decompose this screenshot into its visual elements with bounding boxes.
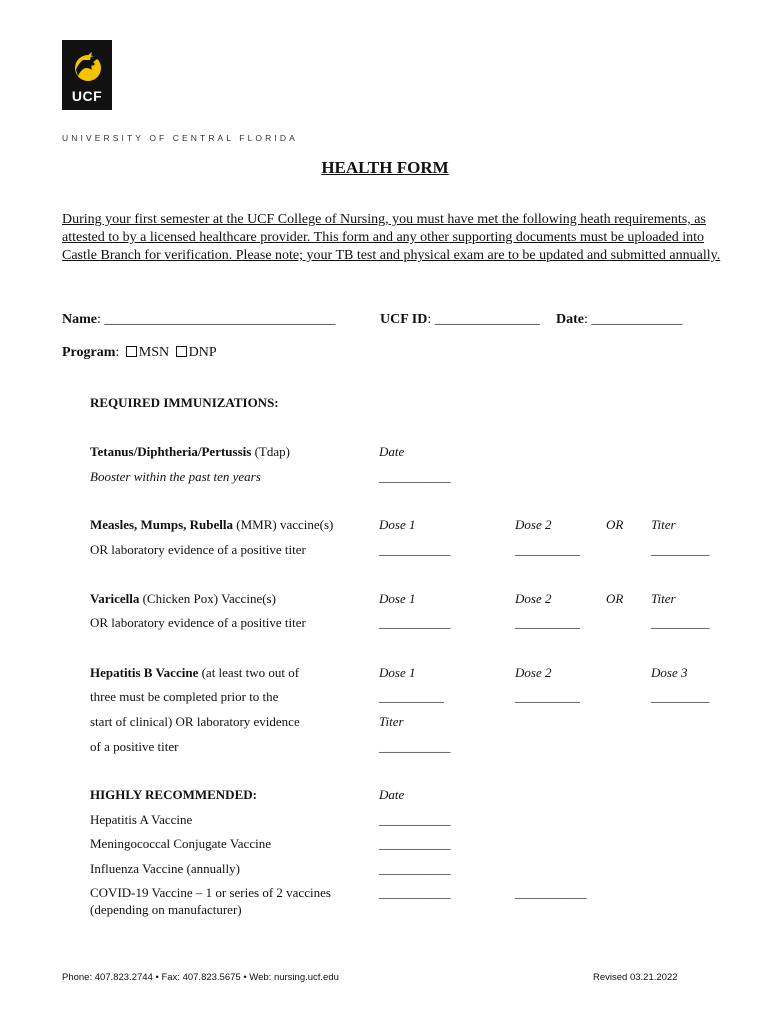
date-blank[interactable]: : _____________ <box>584 312 683 327</box>
msn-option-label: MSN <box>138 345 170 360</box>
hepb-rest: (at least two out of <box>198 665 300 680</box>
ucf-id-field[interactable] <box>380 312 540 328</box>
name-label: Name <box>62 312 97 327</box>
varicella-or-label: OR <box>606 591 624 606</box>
program-row <box>62 345 217 361</box>
rec-hepatitis-a-blank[interactable]: ___________ <box>379 812 451 827</box>
mmr-bold: Measles, Mumps, Rubella <box>90 517 233 532</box>
mmr-or-label: OR <box>606 517 624 532</box>
mmr-note: OR laboratory evidence of a positive titer <box>90 542 306 557</box>
recommended-date-label: Date <box>379 787 405 802</box>
hepb-title <box>90 665 299 681</box>
dnp-option-label: DNP <box>188 345 217 360</box>
pegasus-icon <box>62 46 112 94</box>
varicella-dose1-label: Dose 1 <box>379 591 416 606</box>
date-label: Date <box>556 312 584 327</box>
varicella-note: OR laboratory evidence of a positive titer <box>90 615 306 630</box>
hepb-dose3-blank[interactable]: _________ <box>651 689 710 704</box>
rec-item-hepatitis-a: Hepatitis A Vaccine <box>90 812 193 827</box>
hepb-titer-blank[interactable]: ___________ <box>379 739 451 754</box>
varicella-dose2-blank[interactable]: __________ <box>515 615 580 630</box>
varicella-dose2-label: Dose 2 <box>515 591 552 606</box>
hepb-titer-label: Titer <box>379 714 404 729</box>
program-label: Program <box>62 345 116 360</box>
varicella-titer-blank[interactable]: _________ <box>651 615 710 630</box>
hepb-dose2-blank[interactable]: __________ <box>515 689 580 704</box>
varicella-rest: (Chicken Pox) Vaccine(s) <box>139 591 276 606</box>
mmr-title <box>90 517 333 533</box>
hepb-dose2-label: Dose 2 <box>515 665 552 680</box>
rec-meningococcal-blank[interactable]: ___________ <box>379 836 451 851</box>
intro-paragraph: During your first semester at the UCF College of Nursing, you must have met the following heath requirements, as attested to by a licensed healthcare provider. This form and any other supporting documents must be uploaded into Castle Branch for verification. Please note; your TB test and physical exam are to be updated and submitted annually. <box>62 212 721 263</box>
rec-item-covid: COVID-19 Vaccine – 1 or series of 2 vaccines <box>90 885 331 900</box>
hepb-bold: Hepatitis B Vaccine <box>90 665 199 680</box>
tdap-date-label: Date <box>379 444 405 459</box>
tdap-note: Booster within the past ten years <box>90 469 261 484</box>
tdap-date-blank[interactable]: ___________ <box>379 469 451 484</box>
ucf-id-blank[interactable]: : _______________ <box>427 312 540 327</box>
dnp-checkbox[interactable] <box>176 346 187 357</box>
mmr-rest: (MMR) vaccine(s) <box>233 517 334 532</box>
required-heading: REQUIRED IMMUNIZATIONS: <box>90 395 279 410</box>
name-field[interactable] <box>62 312 335 328</box>
logo-text: UCF <box>71 88 103 104</box>
tdap-title <box>90 444 290 460</box>
name-blank[interactable]: : _________________________________ <box>97 312 336 327</box>
tdap-rest: (Tdap) <box>251 444 290 459</box>
hepb-dose3-label: Dose 3 <box>651 665 688 680</box>
varicella-title <box>90 591 276 607</box>
ucf-logo <box>62 40 112 110</box>
varicella-titer-label: Titer <box>651 591 676 606</box>
ucf-id-label: UCF ID <box>380 312 428 327</box>
hepb-note-line3: start of clinical) OR laboratory evidence <box>90 714 300 729</box>
recommended-heading: HIGHLY RECOMMENDED: <box>90 787 257 802</box>
mmr-dose2-blank[interactable]: __________ <box>515 542 580 557</box>
footer-contact: Phone: 407.823.2744 • Fax: 407.823.5675 • Web: nursing.ucf.edu <box>62 972 339 983</box>
rec-covid-blank-2[interactable]: ___________ <box>515 885 587 900</box>
tdap-bold: Tetanus/Diphtheria/Pertussis <box>90 444 252 459</box>
mmr-dose2-label: Dose 2 <box>515 517 552 532</box>
rec-item-influenza: Influenza Vaccine (annually) <box>90 861 240 876</box>
varicella-dose1-blank[interactable]: ___________ <box>379 615 451 630</box>
date-field[interactable] <box>556 312 682 328</box>
page-title: HEALTH FORM <box>321 158 449 177</box>
hepb-note-line2: three must be completed prior to the <box>90 689 279 704</box>
mmr-dose1-label: Dose 1 <box>379 517 416 532</box>
university-name: UNIVERSITY OF CENTRAL FLORIDA <box>62 133 298 143</box>
mmr-titer-label: Titer <box>651 517 676 532</box>
mmr-titer-blank[interactable]: _________ <box>651 542 710 557</box>
rec-covid-note: (depending on manufacturer) <box>90 902 242 917</box>
rec-item-meningococcal: Meningococcal Conjugate Vaccine <box>90 836 271 851</box>
footer-revised: Revised 03.21.2022 <box>593 972 678 983</box>
rec-influenza-blank[interactable]: ___________ <box>379 861 451 876</box>
hepb-dose1-blank[interactable]: __________ <box>379 689 444 704</box>
msn-checkbox[interactable] <box>126 346 137 357</box>
program-colon: : <box>115 345 120 360</box>
hepb-note-line4: of a positive titer <box>90 739 179 754</box>
rec-covid-blank-1[interactable]: ___________ <box>379 885 451 900</box>
varicella-bold: Varicella <box>90 591 140 606</box>
mmr-dose1-blank[interactable]: ___________ <box>379 542 451 557</box>
hepb-dose1-label: Dose 1 <box>379 665 416 680</box>
